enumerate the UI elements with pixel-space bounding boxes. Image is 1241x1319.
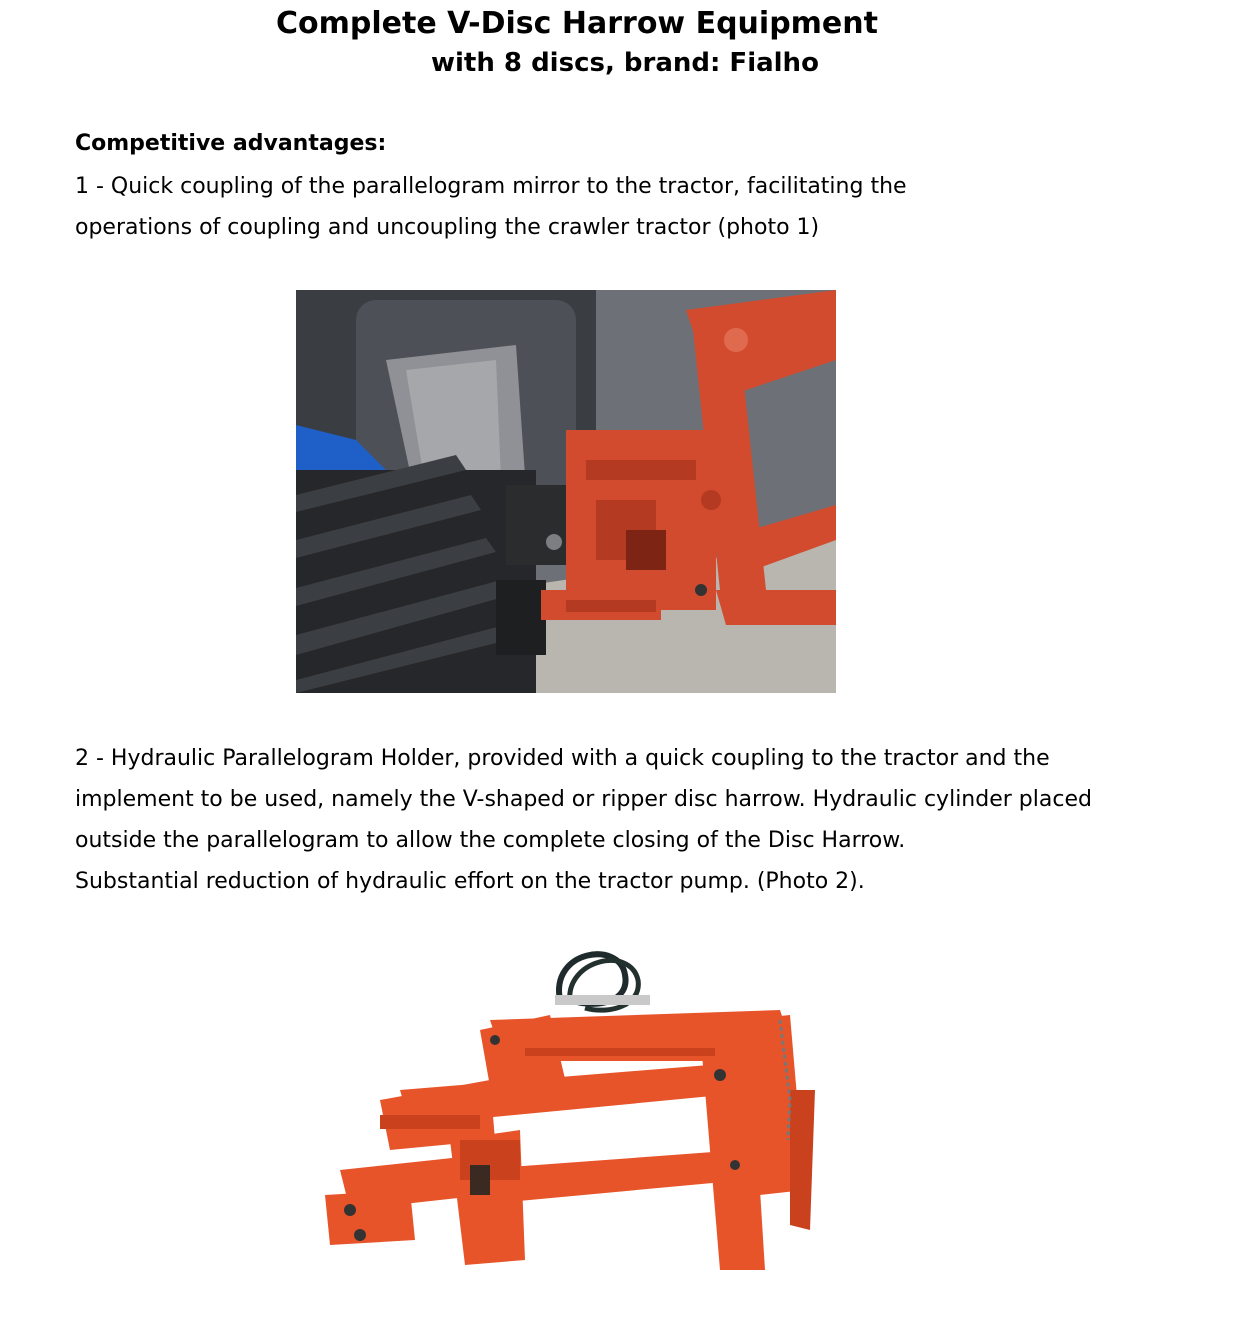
photo-1-tractor-coupling xyxy=(296,290,836,693)
advantage-item-2-line: implement to be used, namely the V-shaped or ripper disc harrow. Hydraulic cylinder placed xyxy=(75,787,1092,812)
advantage-item-2-line: Substantial reduction of hydraulic effort on the tractor pump. (Photo 2). xyxy=(75,869,865,894)
advantages-heading: Competitive advantages: xyxy=(75,131,387,156)
advantage-item-1 xyxy=(75,166,1175,248)
document-title: Complete V-Disc Harrow Equipment xyxy=(276,6,878,41)
advantage-item-2 xyxy=(75,738,1175,902)
advantage-item-2-line: outside the parallelogram to allow the complete closing of the Disc Harrow. xyxy=(75,828,906,853)
photo-2-parallelogram-holder xyxy=(320,940,820,1285)
advantage-item-1-line: operations of coupling and uncoupling the crawler tractor (photo 1) xyxy=(75,215,820,240)
advantage-item-2-line: 2 - Hydraulic Parallelogram Holder, provided with a quick coupling to the tractor and the xyxy=(75,746,1050,771)
advantage-item-1-line: 1 - Quick coupling of the parallelogram mirror to the tractor, facilitating the xyxy=(75,174,907,199)
document-subtitle: with 8 discs, brand: Fialho xyxy=(431,48,819,78)
